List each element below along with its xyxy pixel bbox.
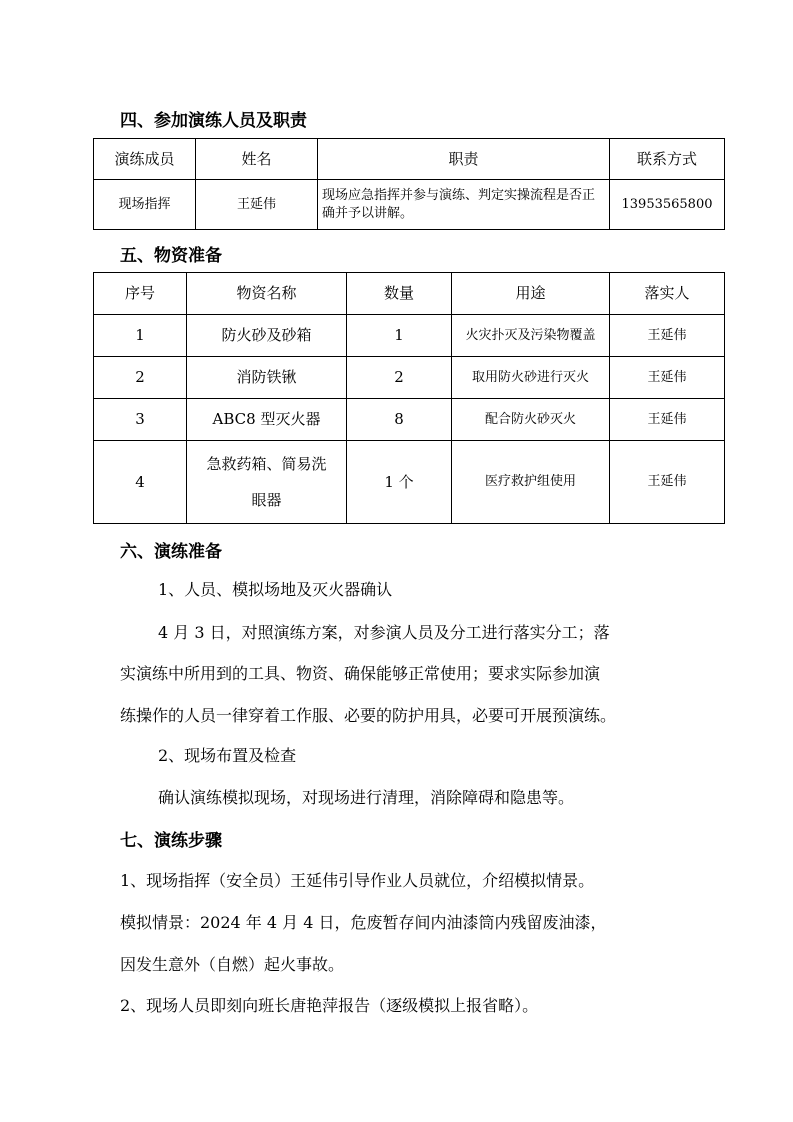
section5-heading: 五、物资准备 — [120, 246, 222, 266]
materials-header-row — [94, 273, 725, 315]
header-duty: 职责 — [318, 139, 610, 180]
cell-use: 火灾扑灭及污染物覆盖 — [452, 315, 610, 357]
cell-no: 3 — [94, 399, 187, 441]
cell-member: 现场指挥 — [94, 180, 196, 230]
header-name: 姓名 — [196, 139, 318, 180]
cell-phone: 13953565800 — [610, 180, 725, 230]
section7-line: 因发生意外（自燃）起火事故。 — [120, 955, 345, 974]
section6-paragraph-line: 实演练中所用到的工具、物资、确保能够正常使用；要求实际参加演 — [120, 664, 601, 683]
cell-no: 1 — [94, 315, 187, 357]
table-row — [94, 399, 725, 441]
cell-no: 2 — [94, 357, 187, 399]
section7-line: 2、现场人员即刻向班长唐艳萍报告（逐级模拟上报省略）。 — [120, 996, 539, 1015]
cell-item: 消防铁锹 — [187, 357, 347, 399]
cell-person: 王延伟 — [610, 357, 725, 399]
header-use: 用途 — [452, 273, 610, 315]
personnel-header-row — [94, 139, 725, 180]
cell-item: 防火砂及砂箱 — [187, 315, 347, 357]
section6-subheading-2: 2、现场布置及检查 — [158, 746, 297, 765]
header-contact: 联系方式 — [610, 139, 725, 180]
table-row — [94, 357, 725, 399]
cell-person: 王延伟 — [610, 315, 725, 357]
header-no: 序号 — [94, 273, 187, 315]
cell-name: 王延伟 — [196, 180, 318, 230]
section7-heading: 七、演练步骤 — [120, 831, 222, 851]
cell-use: 医疗救护组使用 — [452, 441, 610, 524]
table-row — [94, 441, 725, 524]
cell-duty: 现场应急指挥并参与演练、判定实操流程是否正确并予以讲解。 — [318, 180, 610, 230]
table-row — [94, 315, 725, 357]
cell-use: 配合防火砂灭火 — [452, 399, 610, 441]
cell-use: 取用防火砂进行灭火 — [452, 357, 610, 399]
header-qty: 数量 — [347, 273, 452, 315]
cell-qty: 8 — [347, 399, 452, 441]
cell-no: 4 — [94, 441, 187, 524]
header-item: 物资名称 — [187, 273, 347, 315]
cell-qty: 2 — [347, 357, 452, 399]
cell-item: ABC8 型灭火器 — [187, 399, 347, 441]
section6-paragraph-2: 确认演练模拟现场，对现场进行清理，消除障碍和隐患等。 — [158, 788, 575, 807]
section6-paragraph-line: 练操作的人员一律穿着工作服、必要的防护用具，必要可开展预演练。 — [120, 706, 617, 725]
header-person: 落实人 — [610, 273, 725, 315]
section6-heading: 六、演练准备 — [120, 542, 222, 562]
cell-person: 王延伟 — [610, 399, 725, 441]
section7-line: 模拟情景：2024 年 4 月 4 日，危废暂存间内油漆筒内残留废油漆， — [120, 913, 607, 932]
cell-qty: 1 个 — [347, 441, 452, 524]
section4-heading: 四、参加演练人员及职责 — [120, 111, 307, 131]
personnel-table — [93, 138, 725, 230]
cell-qty: 1 — [347, 315, 452, 357]
section6-paragraph-line: 4 月 3 日，对照演练方案，对参演人员及分工进行落实分工；落 — [158, 623, 610, 642]
cell-person: 王延伟 — [610, 441, 725, 524]
table-row — [94, 180, 725, 230]
materials-table — [93, 272, 725, 524]
section7-line: 1、现场指挥（安全员）王延伟引导作业人员就位，介绍模拟情景。 — [120, 871, 595, 890]
cell-item: 急救药箱、简易洗眼器 — [187, 441, 347, 524]
section6-subheading-1: 1、人员、模拟场地及灭火器确认 — [158, 580, 393, 599]
header-member: 演练成员 — [94, 139, 196, 180]
